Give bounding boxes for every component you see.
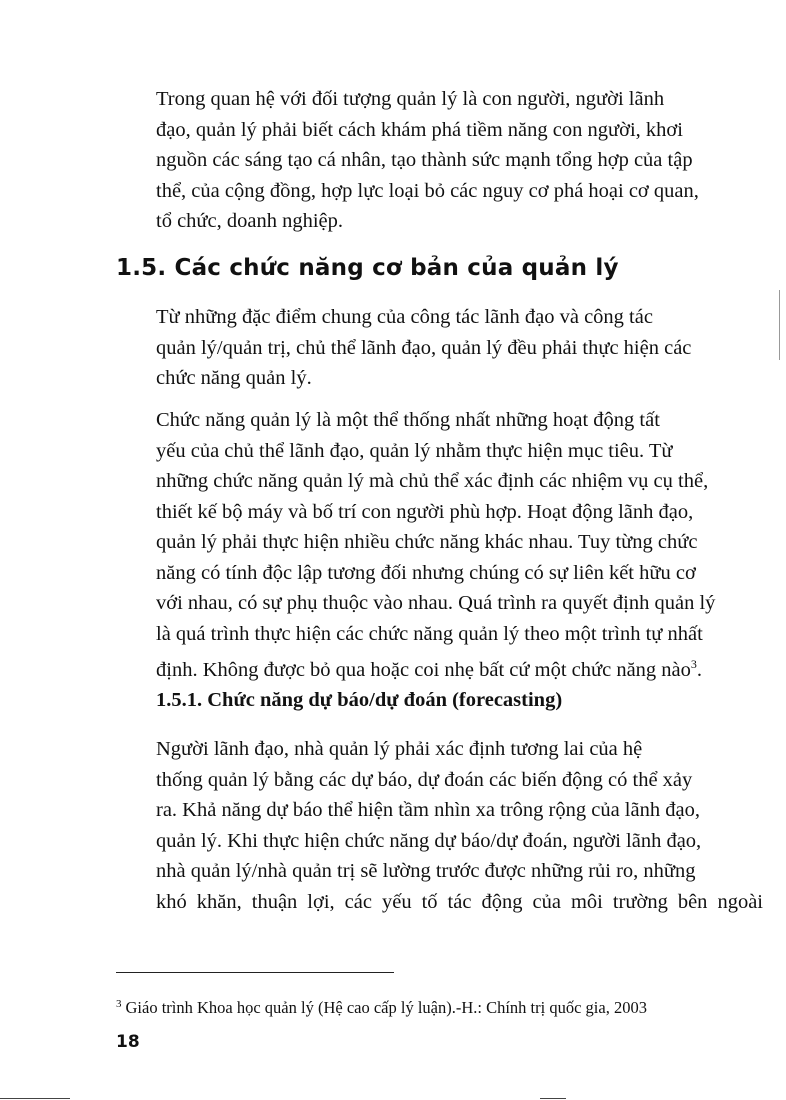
text-line	[116, 649, 763, 686]
text-line: nguồn các sáng tạo cá nhân, tạo thành sức mạnh tổng hợp của tập	[156, 149, 693, 171]
text-line: Từ những đặc điểm chung của công tác lãnh đạo và công tác	[156, 306, 653, 328]
text-line: là quá trình thực hiện các chức năng quản lý theo một trình tự nhất	[156, 622, 703, 645]
footnote-number: 3	[116, 998, 122, 1010]
text-line: quản lý. Khi thực hiện chức năng dự báo/dự đoán, người lãnh đạo,	[156, 829, 702, 852]
text-line: quản lý phải thực hiện nhiều chức năng khác nhau. Tuy từng chức	[156, 531, 698, 553]
scan-edge-mark	[540, 1098, 566, 1099]
paragraph-leader-relations	[116, 84, 763, 237]
scan-edge-mark	[779, 290, 780, 360]
text-line: yếu của chủ thể lãnh đạo, quản lý nhằm thực hiện mục tiêu. Từ	[156, 439, 673, 462]
text-line: những chức năng quản lý mà chủ thể xác định các nhiệm vụ cụ thể,	[156, 470, 709, 492]
text-line: đạo, quản lý phải biết cách khám phá tiềm năng con người, khơi	[156, 118, 683, 141]
footnote-reference[interactable]: 3	[690, 657, 697, 671]
text-line: với nhau, có sự phụ thuộc vào nhau. Quá trình ra quyết định quản lý	[156, 592, 716, 614]
text-line: quản lý/quản trị, chủ thể lãnh đạo, quản lý đều phải thực hiện các	[156, 336, 692, 359]
sentence-end: .	[696, 659, 703, 681]
text-line: thiết kế bộ máy và bố trí con người phù hợp. Hoạt động lãnh đạo,	[156, 500, 694, 523]
paragraph-management-function-definition	[116, 405, 763, 686]
subsection-heading	[156, 689, 562, 712]
text-line: ra. Khả năng dự báo thể hiện tầm nhìn xa trông rộng của lãnh đạo,	[156, 799, 700, 821]
text-line: chức năng quản lý.	[156, 367, 312, 389]
section-heading: 1.5. Các chức năng cơ bản của quản lý	[116, 255, 619, 281]
text-line: Người lãnh đạo, nhà quản lý phải xác định tương lai của hệ	[156, 738, 643, 760]
text-line: Trong quan hệ với đối tượng quản lý là con người, người lãnh	[156, 88, 665, 110]
text-line: tổ chức, doanh nghiệp.	[156, 210, 344, 232]
text-line: khó khăn, thuận lợi, các yếu tố tác động của môi trường bên ngoài	[156, 890, 763, 913]
text-line-content: định. Không được bỏ qua hoặc coi nhẹ bất cứ một chức năng nào	[156, 659, 691, 681]
subsection-heading-english: (forecasting)	[446, 689, 563, 711]
text-line: thống quản lý bằng các dự báo, dự đoán các biến động có thể xảy	[156, 768, 693, 791]
page-number: 18	[116, 1032, 140, 1052]
text-line: thể, của cộng đồng, hợp lực loại bỏ các nguy cơ phá hoại cơ quan,	[156, 179, 699, 202]
paragraph-forecasting	[116, 734, 763, 917]
footnote-divider	[116, 972, 394, 973]
paragraph-management-functions-intro	[116, 302, 763, 394]
text-line: Chức năng quản lý là một thể thống nhất những hoạt động tất	[156, 409, 660, 431]
subsection-heading-bold: 1.5.1. Chức năng dự báo/dự đoán	[156, 689, 447, 711]
footnote-text: Giáo trình Khoa học quản lý (Hệ cao cấp lý luận).-H.: Chính trị quốc gia, 2003	[125, 998, 647, 1017]
scan-edge-mark	[0, 1098, 70, 1099]
footnote	[116, 993, 647, 1019]
text-line: nhà quản lý/nhà quản trị sẽ lường trước được những rủi ro, những	[156, 860, 696, 882]
text-line: năng có tính độc lập tương đối nhưng chúng có sự liên kết hữu cơ	[156, 561, 696, 584]
